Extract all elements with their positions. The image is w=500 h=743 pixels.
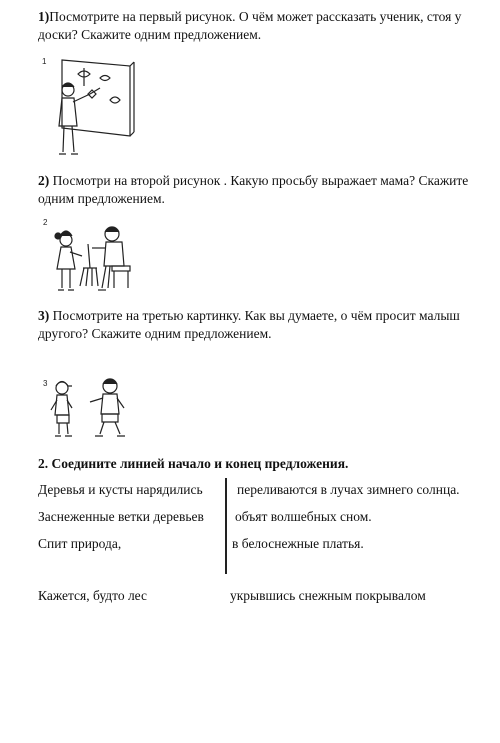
- question-3-text: Посмотрите на третью картинку. Как вы думаете, о чём просит малыш: [49, 308, 460, 323]
- figure-2-number: 2: [43, 218, 48, 227]
- left-item: Спит природа,: [38, 536, 122, 551]
- question-2-text: Посмотри на второй рисунок . Какую просьбу выражает мама? Скажите: [49, 173, 469, 188]
- question-1-line-2: доски? Скажите одним предложением.: [38, 27, 262, 42]
- right-item: переливаются в лучах зимнего солнца.: [237, 482, 460, 497]
- figure-1-number: 1: [42, 57, 47, 66]
- figure-3-number: 3: [43, 379, 48, 388]
- question-3-line-2: другого? Скажите одним предложением.: [38, 326, 272, 341]
- question-1-text: Посмотрите на первый рисунок. О чём может рассказать ученик, стоя у: [49, 9, 462, 24]
- left-item: Кажется, будто лес: [38, 588, 148, 603]
- task-2-title: 2. Соедините линией начало и конец предложения.: [38, 456, 349, 471]
- question-3-line-1: [38, 307, 460, 324]
- right-item: укрывшись снежным покрывалом: [230, 588, 426, 603]
- question-1-line-1: [38, 8, 461, 25]
- question-3-number: 3): [38, 308, 50, 323]
- question-2-line-2: одним предложением.: [38, 191, 165, 206]
- figure-2-mother-and-girl: [50, 222, 140, 300]
- figure-1-student-at-board: [48, 56, 140, 166]
- right-item: в белоснежные платья.: [232, 536, 364, 551]
- figure-3-two-boys: [48, 376, 138, 442]
- question-2-number: 2): [38, 173, 50, 188]
- left-item: Деревья и кусты нарядились: [38, 482, 203, 497]
- divider-line: [225, 478, 227, 574]
- question-1-number: 1): [38, 9, 50, 24]
- right-item: объят волшебных сном.: [235, 509, 372, 524]
- question-2-line-1: [38, 172, 468, 189]
- left-item: Заснеженные ветки деревьев: [38, 509, 204, 524]
